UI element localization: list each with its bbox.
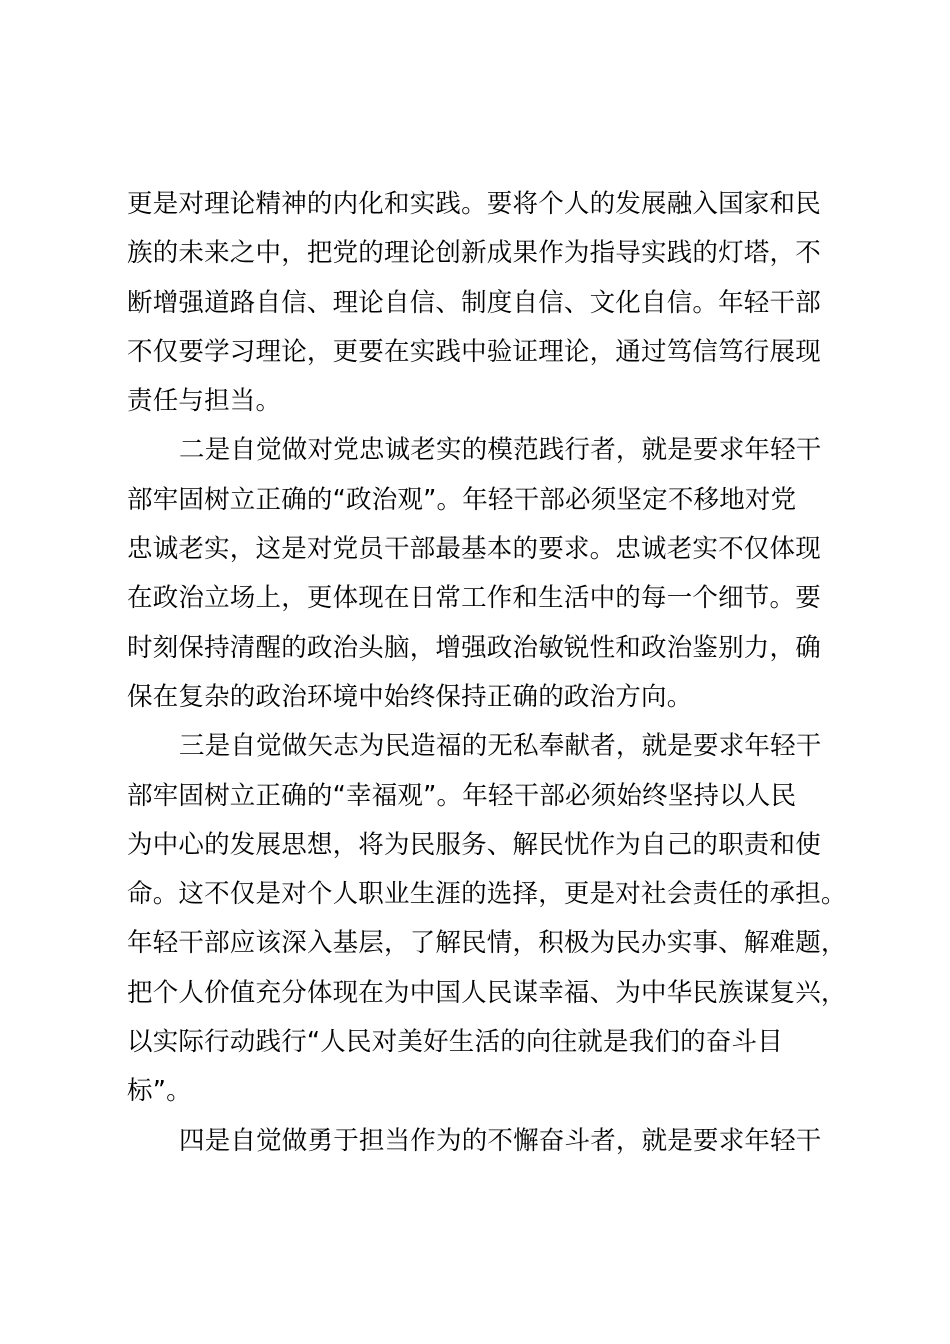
paragraph-first-line: 二是自觉做对党忠诚老实的模范践行者，就是要求年轻干	[179, 435, 822, 466]
text-line: 责任与担当。	[127, 386, 282, 417]
text-line: 更是对理论精神的内化和实践。要将个人的发展融入国家和民	[127, 189, 821, 219]
text-line: 命。这不仅是对个人职业生涯的选择，更是对社会责任的承担。	[127, 879, 847, 910]
text-line: 为中心的发展思想，将为民服务、解民忧作为自己的职责和使	[127, 829, 821, 860]
text-line: 年轻干部应该深入基层，了解民情，积极为民办实事、解难题，	[127, 928, 847, 959]
text-line: 标”。	[127, 1076, 192, 1107]
text-line: 断增强道路自信、理论自信、制度自信、文化自信。年轻干部	[127, 287, 821, 318]
text-line: 时刻保持清醒的政治头脑，增强政治敏锐性和政治鉴别力，确	[127, 632, 821, 663]
text-line: 部牢固树立正确的“幸福观”。年轻干部必须始终坚持以人民	[127, 780, 797, 811]
text-line: 不仅要学习理论，更要在实践中验证理论，通过笃信笃行展现	[127, 336, 821, 367]
text-line: 在政治立场上，更体现在日常工作和生活中的每一个细节。要	[127, 583, 821, 614]
paragraph-first-line: 四是自觉做勇于担当作为的不懈奋斗者，就是要求年轻干	[179, 1125, 822, 1156]
text-line: 族的未来之中，把党的理论创新成果作为指导实践的灯塔，不	[127, 238, 821, 269]
text-line: 保在复杂的政治环境中始终保持正确的政治方向。	[127, 681, 693, 712]
text-line: 部牢固树立正确的“政治观”。年轻干部必须坚定不移地对党	[127, 484, 797, 515]
text-line: 忠诚老实，这是对党员干部最基本的要求。忠诚老实不仅体现	[127, 534, 821, 565]
text-line: 以实际行动践行“人民对美好生活的向往就是我们的奋斗目	[127, 1027, 783, 1058]
text-line: 把个人价值充分体现在为中国人民谋幸福、为中华民族谋复兴，	[127, 977, 847, 1008]
body-text	[127, 180, 847, 1166]
paragraph-first-line: 三是自觉做矢志为民造福的无私奉献者，就是要求年轻干	[179, 731, 822, 762]
